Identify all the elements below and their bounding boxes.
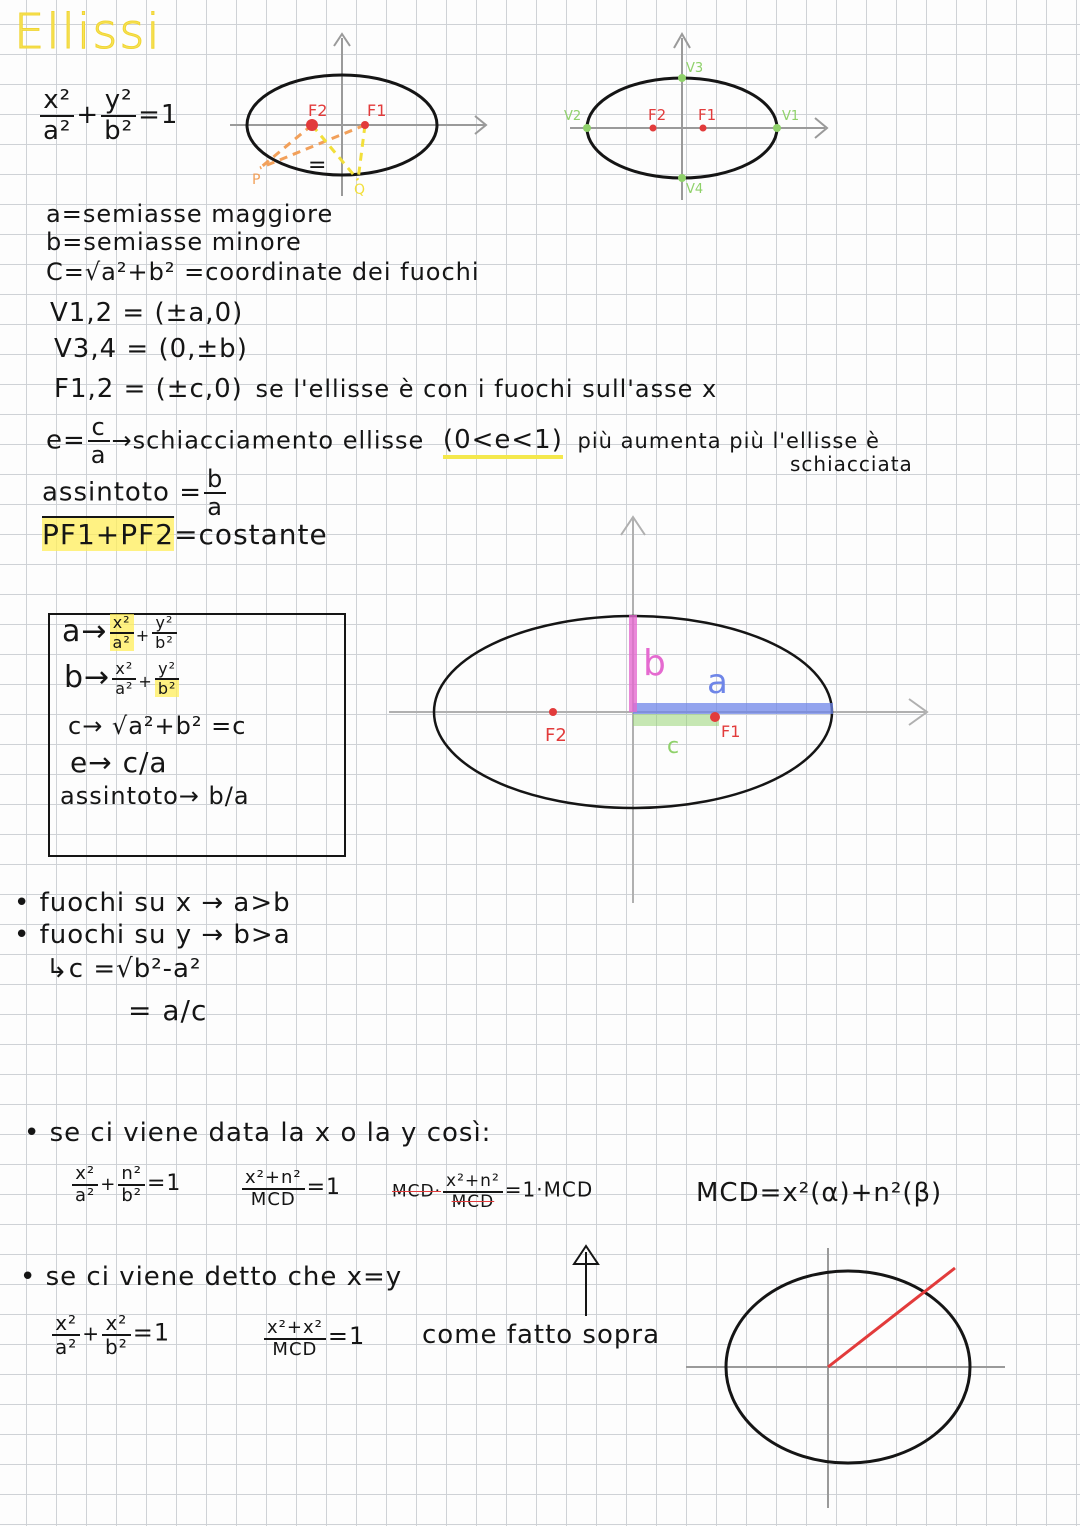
box-row-e: e→ c/a	[70, 746, 168, 779]
given-mcd: MCD=x²(α)+n²(β)	[696, 1178, 943, 1208]
given-heading: • se ci viene data la x o la y così:	[24, 1118, 492, 1148]
box-row-a: a→ $\frac{\text{x²}}{\text{a²}}$ + $\frac{\text{y²}}{\text{b²}}$	[62, 614, 179, 651]
ellipse-diagram-foci	[230, 28, 500, 198]
def-focal-sum: PF1+PF2=costante	[42, 518, 328, 551]
line-x-equals-y	[828, 1268, 955, 1367]
box-row-b: b→ $\frac{\text{x²}}{\text{a²}}$ + $\frac{\text{y²}}{\text{b²}}$	[64, 660, 181, 697]
def-eccentricity: e= $\frac{c}{a}$ →schiacciamento ellisse (0<e<1) più aumenta più l'ellisse è	[46, 413, 880, 470]
label-v3: V3	[686, 61, 704, 76]
xy-heading: • se ci viene detto che x=y	[20, 1262, 403, 1292]
label-f2: F2	[308, 101, 328, 120]
xy-formula-1: $\frac{\text{x²}}{\text{a²}}$ + $\frac{\text{x²}}{\text{b²}}$ =1	[50, 1312, 170, 1358]
ellipse-line-diagram	[680, 1240, 1010, 1510]
label-f1: F1	[721, 722, 741, 741]
bullet-foci-x: • fuochi su x → a>b	[14, 888, 291, 918]
bullet-c-ratio: = a/c	[128, 994, 208, 1027]
def-semiaxis-b: b=semiasse minore	[46, 228, 302, 256]
xy-reference: come fatto sopra	[422, 1320, 661, 1350]
equal-mark: =	[308, 153, 327, 178]
focus-f2-dot	[549, 708, 557, 716]
arrow-up-icon	[566, 1240, 606, 1320]
box-row-asintoto: assintoto→ b/a	[60, 782, 250, 810]
def-vertices-12: V1,2 = (±a,0)	[50, 298, 244, 328]
semiaxis-b-bar	[629, 615, 637, 712]
def-foci-c: C=√a²+b² =coordinate dei fuochi	[46, 258, 480, 286]
given-formula-1: $\frac{\text{x²}}{\text{a²}}$ + $\frac{\text{n²}}{\text{b²}}$ =1	[70, 1164, 181, 1206]
given-formula-2: $\frac{\text{x²+n²}}{\text{MCD}}$ =1	[240, 1168, 341, 1210]
def-asymptote: assintoto = $\frac{b}{a}$	[42, 466, 228, 521]
def-semiaxis-a: a=semiasse maggiore	[46, 200, 334, 228]
label-b: b	[643, 643, 666, 684]
label-q: Q	[354, 182, 366, 198]
def-eccentricity-note: schiacciata	[790, 452, 913, 476]
given-formula-3: MCD· $\frac{\text{x²+n²}}{\text{MCD}}$ =1·MCD	[392, 1171, 594, 1212]
ellipse-diagram-axes	[385, 505, 945, 905]
ellipse-diagram-vertices	[560, 28, 840, 203]
label-f2: F2	[648, 106, 667, 124]
label-v2: V2	[564, 109, 582, 124]
label-f1: F1	[698, 106, 717, 124]
focus-f2-dot	[306, 119, 318, 131]
box-row-c: c→ √a²+b² =c	[68, 712, 247, 740]
focus-f1-dot	[710, 712, 720, 722]
bullet-foci-y: • fuochi su y → b>a	[14, 920, 291, 950]
xy-formula-2: $\frac{\text{x²+x²}}{\text{MCD}}$ =1	[262, 1318, 365, 1360]
label-v1: V1	[782, 109, 800, 124]
page-title: Ellissi	[14, 4, 162, 60]
label-v4: V4	[686, 182, 704, 197]
ellipse-equation: $\frac{\text{x²}}{\text{a²}}$ + $\frac{\text{y²}}{\text{b²}}$ =1	[38, 86, 178, 145]
label-f1: F1	[367, 101, 387, 120]
def-vertices-34: V3,4 = (0,±b)	[54, 334, 248, 364]
bullet-c-formula: ↳c =√b²-a²	[46, 954, 202, 984]
label-f2: F2	[545, 725, 567, 746]
label-c: c	[667, 734, 680, 759]
semiaxis-c-bar	[633, 714, 719, 726]
focus-f1-dot	[361, 121, 369, 129]
label-a: a	[707, 662, 728, 702]
label-p: P	[252, 172, 261, 188]
def-foci-12: F1,2 = (±c,0) se l'ellisse è con i fuochi sull'asse x	[54, 374, 718, 404]
semiaxis-a-bar	[633, 703, 833, 714]
